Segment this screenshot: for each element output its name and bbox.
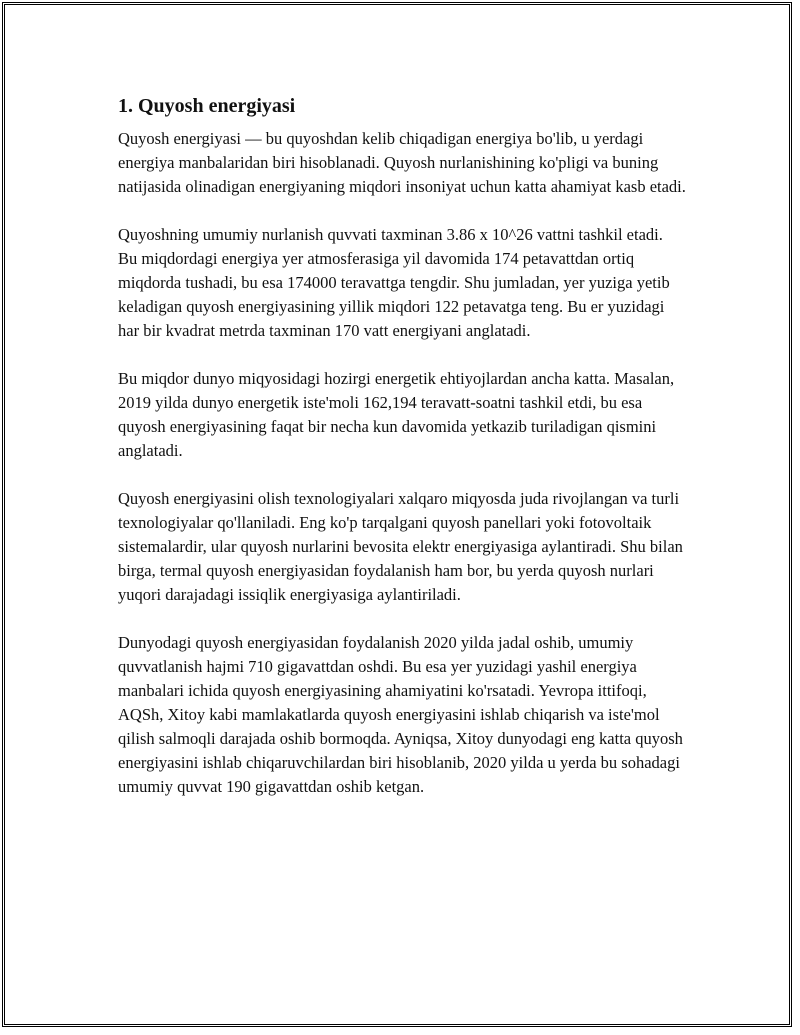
document-body — [118, 92, 686, 823]
paragraph-global-growth: Dunyodagi quyosh energiyasidan foydalanish 2020 yilda jadal oshib, umumiy quvvatlanish hajmi 710 gigavattdan oshdi. Bu esa yer yuzidagi yashil energiya manbalari ichida quyosh energiyasining ahamiyatini ko'rsatadi. Yevropa ittifoqi, AQSh, Xitoy kabi mamlakatlarda quyosh energiyasini ishlab chiqarish va iste'mol qilish salmoqli darajada oshib bormoqda. Ayniqsa, Xitoy dunyodagi eng katta quyosh energiyasini ishlab chiqaruvchilardan biri hisoblanib, 2020 yilda u yerda bu sohadagi umumiy quvvat 190 gigavattdan oshib ketgan. — [118, 633, 683, 796]
paragraph-intro: Quyosh energiyasi — bu quyoshdan kelib chiqadigan energiya bo'lib, u yerdagi energiya manbalaridan biri hisoblanadi. Quyosh nurlanishining ko'pligi va buning natijasida olinadigan energiyaning miqdori insoniyat uchun katta ahamiyat kasb etadi. — [118, 129, 686, 196]
paragraph-radiation-power: Quyoshning umumiy nurlanish quvvati taxminan 3.86 x 10^26 vattni tashkil etadi. Bu miqdordagi energiya yer atmosferasiga yil davomida 174 petavattdan ortiq miqdorda tushadi, bu esa 174000 teravattga tengdir. Shu jumladan, yer yuziga yetib keladigan quyosh energiyasining yillik miqdori 122 petavatga teng. Bu er yuzidagi har bir kvadrat metrda taxminan 170 vatt energiyani anglatadi. — [118, 225, 670, 340]
paragraph-world-demand: Bu miqdor dunyo miqyosidagi hozirgi energetik ehtiyojlardan ancha katta. Masalan, 2019 yilda dunyo energetik iste'moli 162,194 teravatt-soatni tashkil etdi, bu esa quyosh energiyasining faqat bir necha kun davomida yetkazib turiladigan qismini anglatadi. — [118, 369, 675, 460]
section-title: 1. Quyosh energiyasi — [118, 95, 296, 117]
paragraph-technologies: Quyosh energiyasini olish texnologiyalari xalqaro miqyosda juda rivojlangan va turli texnologiyalar qo'llaniladi. Eng ko'p tarqalgani quyosh panellari yoki fotovoltaik sistemalardir, ular quyosh nurlarini bevosita elektr energiyasiga aylantiradi. Shu bilan birga, termal quyosh energiyasidan foydalanish ham bor, bu yerda quyosh nurlari yuqori darajadagi issiqlik energiyasiga aylantiriladi. — [118, 489, 683, 604]
